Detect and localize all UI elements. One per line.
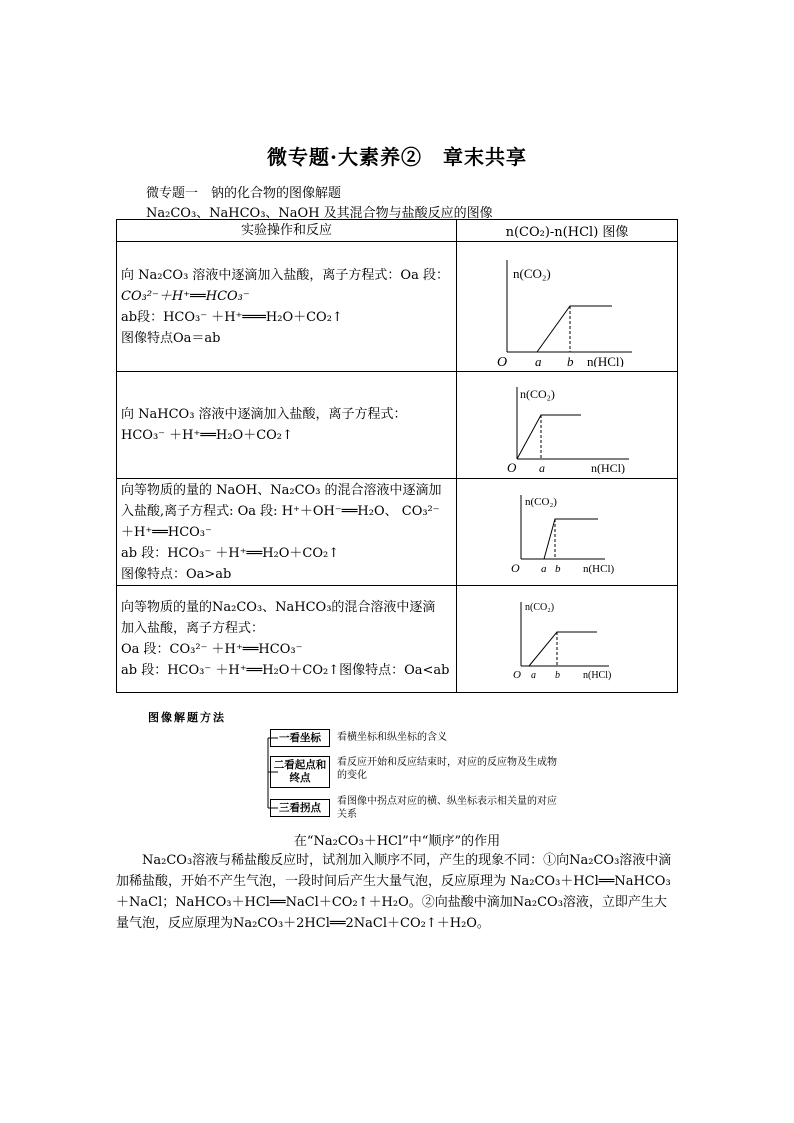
curve xyxy=(517,415,581,459)
point-label-a: a xyxy=(541,563,547,575)
reaction-table xyxy=(116,219,678,693)
co2-graph xyxy=(457,586,677,688)
co2-graph xyxy=(457,242,677,367)
point-label-a: a xyxy=(535,354,542,367)
point-label-a: a xyxy=(539,461,545,474)
text-line: 图像特点：Oa>ab xyxy=(121,566,232,582)
table-row xyxy=(117,586,678,693)
point-label-a: a xyxy=(531,670,536,681)
origin-label: O xyxy=(507,460,517,474)
table-row xyxy=(117,479,678,586)
body-paragraph: Na₂CO₃溶液与稀盐酸反应时，试剂加入顺序不同，产生的现象不同：①向Na₂CO₃溶液中滴加稀盐酸，开始不产生气泡，一段时间后产生大量气泡，反应原理为 Na₂CO₃＋HCl══NaHCO₃＋NaCl；NaHCO₃＋HCl══NaCl＋CO₂↑＋H₂O。②向盐酸中滴加Na₂CO₃溶液，立即产生大量气泡，反应原理为Na₂CO₃＋2HCl══2NaCl＋CO₂↑＋H₂O。 xyxy=(116,853,672,931)
origin-label: O xyxy=(497,355,508,367)
text-line: ab段：HCO₃⁻ ＋H⁺═══H₂O＋CO₂↑ xyxy=(121,309,343,325)
co2-graph xyxy=(457,479,677,581)
table-header-row xyxy=(117,220,678,242)
origin-label: O xyxy=(511,561,520,575)
section-intro: Na₂CO₃、NaHCO₃、NaOH 及其混合物与盐酸反应的图像 xyxy=(146,206,493,221)
text-line: 向等物质的量的 NaOH、Na₂CO₃ 的混合溶液中逐滴加 xyxy=(121,482,442,498)
row2-text xyxy=(117,372,457,479)
row2-graph-cell xyxy=(457,372,678,479)
co2-graph xyxy=(457,372,677,474)
curve xyxy=(529,632,597,666)
flow-step-1: 一看坐标 xyxy=(270,729,330,747)
row3-text xyxy=(117,479,457,586)
curve xyxy=(537,306,612,352)
row3-graph-cell xyxy=(457,479,678,586)
text-line: 向等物质的量的Na₂CO₃、NaHCO₃的混合溶液中逐滴 xyxy=(121,600,436,615)
x-label: n(HCl) xyxy=(587,354,624,367)
point-label-b: b xyxy=(555,670,560,681)
text-line: ab 段：HCO₃⁻ ＋H⁺══H₂O＋CO₂↑图像特点：Oa<ab xyxy=(121,663,450,678)
row1-graph-cell xyxy=(457,242,678,372)
x-label: n(HCl) xyxy=(583,563,615,575)
flow-step-2-desc: 看反应开始和反应结束时，对应的反应物及生成物的变化 xyxy=(337,757,557,781)
text-line: 向 NaHCO₃ 溶液中逐滴加入盐酸，离子方程式： xyxy=(121,407,407,422)
y-label: n(CO₂) xyxy=(525,496,557,508)
caption: 在“Na₂CO₃＋HCl”中“顺序”的作用 xyxy=(293,834,501,849)
header-right: n(CO₂)-n(HCl) 图像 xyxy=(457,220,678,242)
page-title: 微专题·大素养② 章末共享 xyxy=(267,145,527,169)
row4-graph-cell xyxy=(457,586,678,693)
x-label: n(HCl) xyxy=(591,461,625,474)
section-title: 微专题一 钠的化合物的图像解题 xyxy=(146,186,342,201)
table-row xyxy=(117,242,678,372)
table-row xyxy=(117,372,678,479)
y-label: n(CO₂) xyxy=(525,602,555,613)
text-line: ab 段：HCO₃⁻ ＋H⁺══H₂O＋CO₂↑ xyxy=(121,545,340,561)
flow-step-2: 二看起点和终点 xyxy=(270,756,330,788)
y-label: n(CO₂) xyxy=(520,387,555,401)
point-label-b: b xyxy=(567,354,574,367)
text-line: 加入盐酸，离子方程式： xyxy=(121,621,265,636)
text-line: 图像特点Oa＝ab xyxy=(121,330,221,346)
text-line: 向 Na₂CO₃ 溶液中逐滴加入盐酸，离子方程式：Oa 段： xyxy=(121,267,449,283)
y-label: n(CO₂) xyxy=(513,266,551,281)
curve xyxy=(544,519,598,559)
flow-step-3: 三看拐点 xyxy=(270,799,330,817)
origin-label: O xyxy=(513,669,521,681)
x-label: n(HCl) xyxy=(583,670,612,681)
flow-heading: 图像解题方法 xyxy=(148,711,226,724)
text-line: 入盐酸,离子方程式: Oa 段: H⁺＋OH⁻══H₂O、 CO₃²⁻ xyxy=(121,503,440,519)
text-line: CO₃²⁻＋H⁺══HCO₃⁻ xyxy=(121,288,250,304)
row1-text xyxy=(117,242,457,372)
text-line: HCO₃⁻ ＋H⁺══H₂O＋CO₂↑ xyxy=(121,428,293,443)
text-line: Oa 段：CO₃²⁻ ＋H⁺══HCO₃⁻ xyxy=(121,642,303,657)
header-left: 实验操作和反应 xyxy=(117,220,457,242)
flow-step-1-desc: 看横坐标和纵坐标的含义 xyxy=(337,732,447,743)
point-label-b: b xyxy=(555,563,561,575)
text-line: ＋H⁺══HCO₃⁻ xyxy=(121,524,212,540)
row4-text xyxy=(117,586,457,693)
flow-step-3-desc: 看图像中拐点对应的横、纵坐标表示相关量的对应关系 xyxy=(337,796,557,820)
